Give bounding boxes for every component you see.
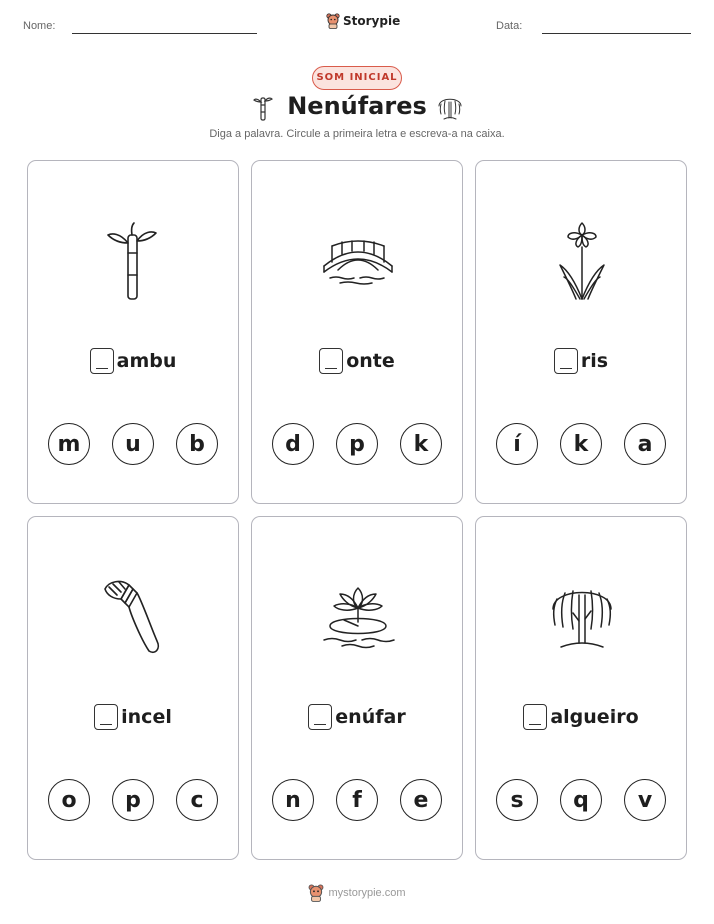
partial-word: algueiro bbox=[550, 706, 639, 728]
card-item-6 bbox=[475, 516, 687, 860]
letter-choice[interactable]: f bbox=[336, 779, 378, 821]
card-item-5 bbox=[251, 516, 463, 860]
letter-choice[interactable]: u bbox=[112, 423, 154, 465]
answer-box[interactable] bbox=[319, 348, 343, 374]
partial-word: onte bbox=[346, 350, 395, 372]
card-item-2 bbox=[251, 160, 463, 504]
letter-choice[interactable]: n bbox=[272, 779, 314, 821]
word-row bbox=[476, 704, 686, 730]
answer-box[interactable] bbox=[523, 704, 547, 730]
letter-choice[interactable]: d bbox=[272, 423, 314, 465]
card-picture bbox=[84, 567, 184, 667]
storypie-mascot-icon bbox=[326, 13, 340, 29]
title-row bbox=[0, 90, 714, 126]
letter-choice[interactable]: p bbox=[112, 779, 154, 821]
partial-word: ris bbox=[580, 350, 609, 372]
letter-choice[interactable]: c bbox=[176, 779, 218, 821]
letter-choice[interactable]: v bbox=[624, 779, 666, 821]
water-lily-icon bbox=[320, 582, 396, 652]
letter-choice[interactable]: e bbox=[400, 779, 442, 821]
partial-word: incel bbox=[121, 706, 172, 728]
letter-choice[interactable]: k bbox=[400, 423, 442, 465]
answer-box[interactable] bbox=[554, 348, 578, 374]
letter-choices bbox=[252, 779, 462, 821]
letter-choice[interactable]: a bbox=[624, 423, 666, 465]
paintbrush-icon bbox=[99, 577, 169, 657]
letter-choices bbox=[476, 779, 686, 821]
card-picture bbox=[532, 567, 632, 667]
card-item-1 bbox=[27, 160, 239, 504]
word-row bbox=[28, 704, 238, 730]
letter-choice[interactable]: k bbox=[560, 423, 602, 465]
footer bbox=[0, 884, 714, 902]
date-field[interactable] bbox=[542, 33, 691, 34]
answer-box[interactable] bbox=[90, 348, 114, 374]
weeping-willow-icon bbox=[547, 581, 617, 653]
iris-flower-icon bbox=[552, 219, 612, 303]
letter-choice[interactable]: o bbox=[48, 779, 90, 821]
storypie-mascot-icon bbox=[308, 884, 324, 902]
letter-choices bbox=[28, 779, 238, 821]
letter-choice[interactable]: s bbox=[496, 779, 538, 821]
word-row bbox=[252, 704, 462, 730]
footer-url[interactable]: mystorypie.com bbox=[328, 887, 406, 899]
card-picture bbox=[308, 567, 408, 667]
name-label: Nome: bbox=[23, 20, 56, 32]
word-row bbox=[476, 348, 686, 374]
card-item-3 bbox=[475, 160, 687, 504]
date-label: Data: bbox=[496, 20, 523, 32]
word-row bbox=[28, 348, 238, 374]
card-picture bbox=[532, 211, 632, 311]
worksheet-title: Nenúfares bbox=[287, 92, 427, 120]
word-row bbox=[252, 348, 462, 374]
answer-box[interactable] bbox=[308, 704, 332, 730]
brand-name: Storypie bbox=[343, 14, 401, 28]
card-picture bbox=[308, 211, 408, 311]
answer-box[interactable] bbox=[94, 704, 118, 730]
letter-choice[interactable]: b bbox=[176, 423, 218, 465]
letter-choice[interactable]: í bbox=[496, 423, 538, 465]
letter-choices bbox=[252, 423, 462, 465]
bamboo-icon bbox=[104, 221, 164, 301]
bridge-icon bbox=[320, 236, 396, 286]
letter-choices bbox=[28, 423, 238, 465]
card-picture bbox=[84, 211, 184, 311]
name-field[interactable] bbox=[72, 33, 257, 34]
worksheet-header bbox=[0, 0, 714, 50]
brand-logo bbox=[326, 13, 400, 29]
letter-choice[interactable]: q bbox=[560, 779, 602, 821]
letter-choice[interactable]: m bbox=[48, 423, 90, 465]
instructions-text: Diga a palavra. Circule a primeira letra e escreva-a na caixa. bbox=[209, 128, 505, 140]
card-item-4 bbox=[27, 516, 239, 860]
letter-choices bbox=[476, 423, 686, 465]
partial-word: enúfar bbox=[335, 706, 406, 728]
category-badge: SOM INICIAL bbox=[312, 66, 402, 90]
partial-word: ambu bbox=[116, 350, 177, 372]
weeping-willow-icon bbox=[435, 92, 465, 122]
letter-choice[interactable]: p bbox=[336, 423, 378, 465]
